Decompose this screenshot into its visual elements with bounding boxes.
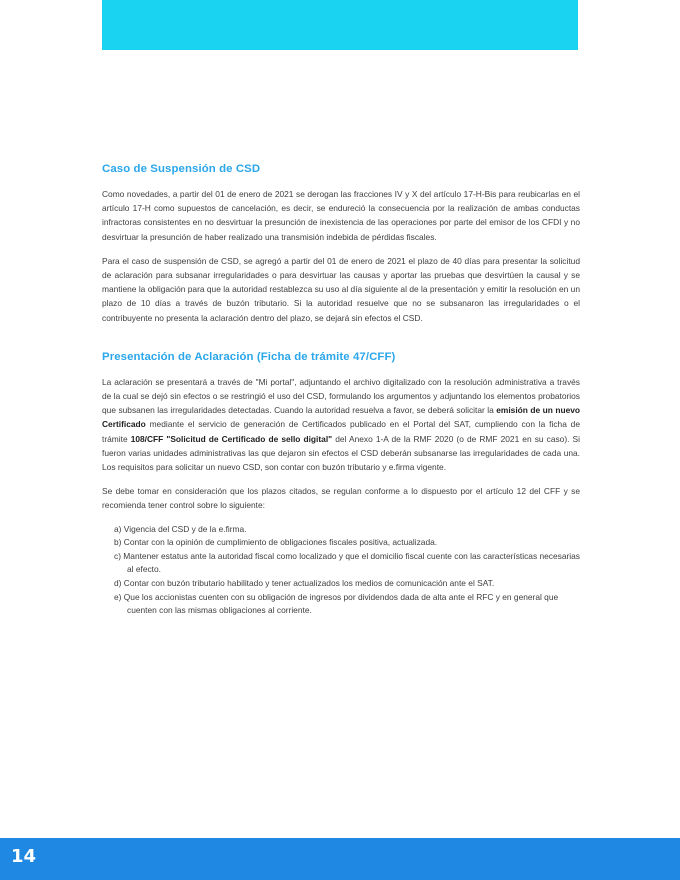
bottom-color-band <box>0 838 680 880</box>
top-color-band <box>102 0 578 50</box>
paragraph-plazos: Se debe tomar en consideración que los plazos citados, se regulan conforme a lo dispuesto por el artículo 12 del CFF y se recomienda tener control sobre lo siguiente: <box>102 486 580 511</box>
list-item: c) Mantener estatus ante la autoridad fiscal como localizado y que el domicilio fiscal cuente con las características necesarias al efecto. <box>114 550 580 575</box>
control-list <box>102 523 580 618</box>
bold-run-nuevo-certificado: emisión de un nuevo Certificado <box>102 405 580 430</box>
list-item: d) Contar con buzón tributario habilitado y tener actualizados los medios de comunicación ante el SAT. <box>114 578 495 589</box>
paragraph-suspension-plazo: Para el caso de suspensión de CSD, se agregó a partir del 01 de enero de 2021 el plazo de 40 días para presentar la solicitud de aclaración para subsanar irregularidades o para desvirtuar las causas y aportar las pruebas que desvirtúen la causal y se mantiene la obligación para que la autoridad restablezca su uso al día siguiente al de la presentación y emitir la resolución en un plazo de 10 días a través de buzón tributario. Si la autoridad resuelve que no se subsanaron las irregularidades o el contribuyente no presenta la aclaración dentro del plazo, se dejará sin efectos el CSD. <box>102 255 580 323</box>
text-run: del Anexo 1-A de la RMF 2020 (o de RMF 2021 en su caso). Si fueron varias unidades administrativas las que dejaron sin efectos el CSD deberán subsanarse las irregularidades de cada una. Los requisitos para solicitar un nuevo CSD, son contar con buzón tributario y e.firma vigente. <box>102 433 580 473</box>
list-item: e) Que los accionistas cuenten con su obligación de ingresos por dividendos dada de alta ante el RFC y en general que cuenten con las mismas obligaciones al corriente. <box>114 591 559 616</box>
page-content <box>102 163 580 618</box>
paragraph-novedades: Como novedades, a partir del 01 de enero de 2021 se derogan las fracciones IV y X del artículo 17-H-Bis para reubicarlas en el artículo 17-H como supuestos de cancelación, es decir, se endureció la consecuencia por la realización de ambas conductas infractoras consistentes en no desvirtuar la presunción de inexistencia de las operaciones por parte del emisor de los CFDI y no desvirtuar la presunción de haber realizado una transmisión indebida de pérdidas fiscales. <box>102 189 580 242</box>
list-item: a) Vigencia del CSD y de la e.firma. <box>114 523 247 534</box>
text-run: mediante el servicio de generación de Certificados publicado en el Portal del SAT, cumpliendo con la ficha de trámite <box>102 419 580 444</box>
page-number: 14 <box>11 846 37 867</box>
list-item: b) Contar con la opinión de cumplimiento de obligaciones fiscales positiva, actualizada. <box>114 537 438 548</box>
bold-run-ficha-108: 108/CFF "Solicitud de Certificado de sello digital" <box>130 433 333 444</box>
text-run: La aclaración se presentará a través de "Mi portal", adjuntando el archivo digitalizado con la resolución administrativa a través de la cual se dejó sin efectos o se restringió el uso del CSD, formulando los argumentos y adjuntando los elementos probatorios que subsanen las irregularidades detectadas. Cuando la autoridad resuelva a favor, se deberá solicitar la <box>102 376 580 416</box>
paragraph-aclaracion <box>102 375 580 474</box>
section-title-suspension: Caso de Suspensión de CSD <box>102 163 261 175</box>
section-title-aclaracion: Presentación de Aclaración (Ficha de trámite 47/CFF) <box>102 350 396 363</box>
